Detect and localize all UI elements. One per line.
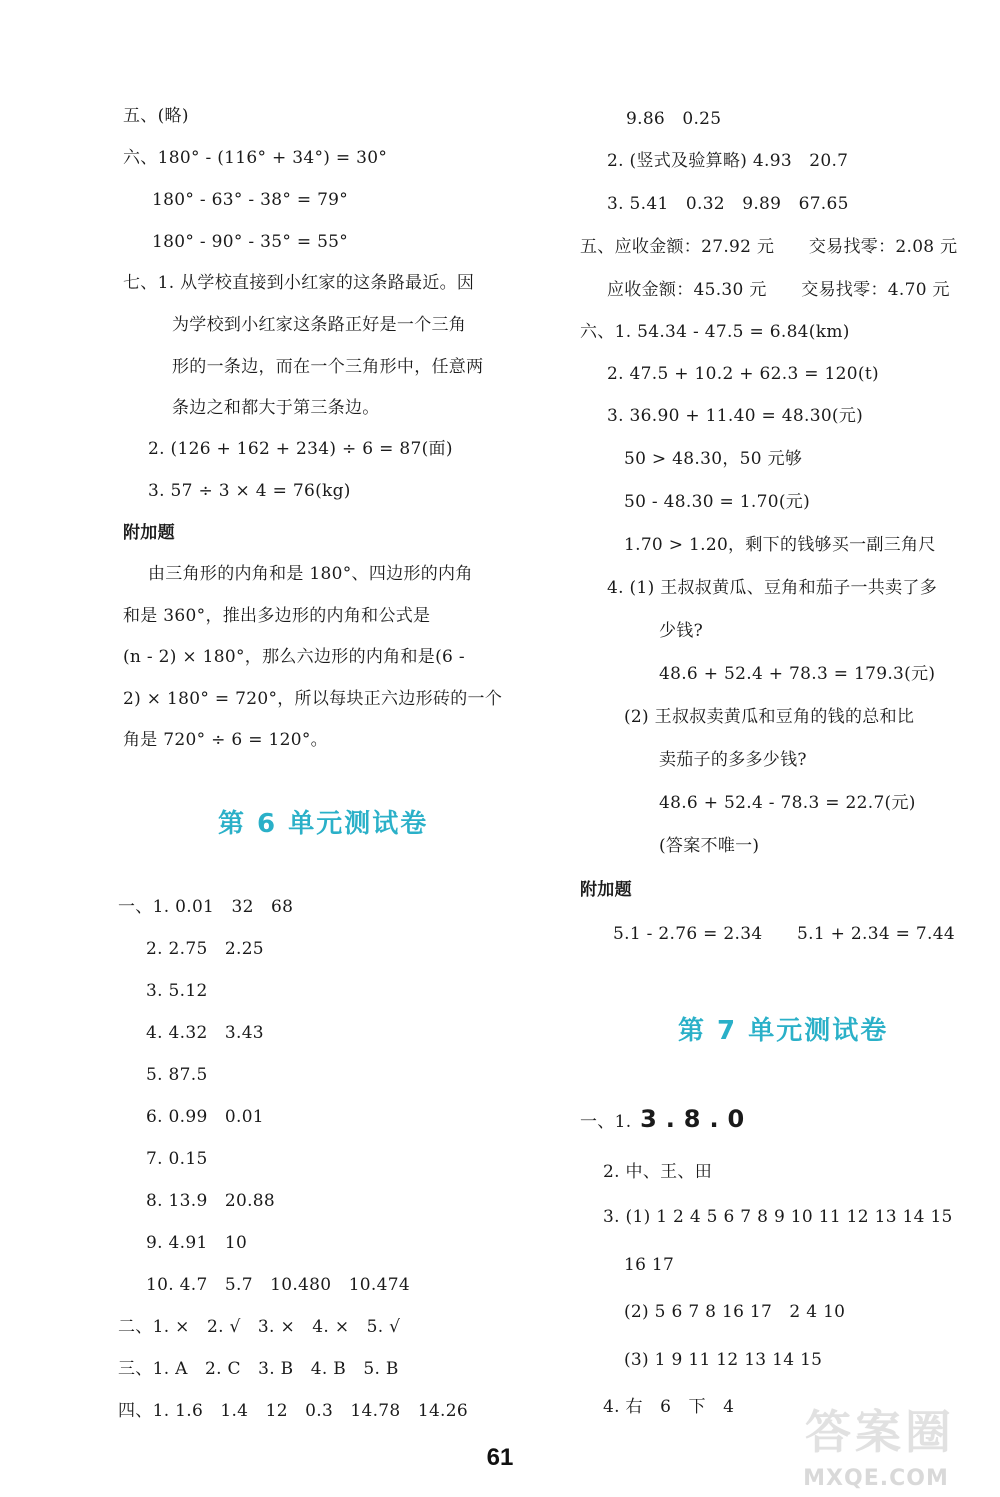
answer-line: 48.6 + 52.4 + 78.3 = 179.3(元) <box>659 664 936 684</box>
answer-line: 由三角形的内角和是 180°、四边形的内角 <box>148 564 473 584</box>
answer-line: 角是 720° ÷ 6 = 120°。 <box>123 730 328 750</box>
answer-line: 附加题 <box>123 523 175 543</box>
answer-line: 少钱? <box>659 621 704 641</box>
answer-line: 3. 5.12 <box>146 981 208 1001</box>
answer-line: 3. (1) 1 2 4 5 6 7 8 9 10 11 12 13 14 15 <box>603 1207 953 1227</box>
answer-line: 16 17 <box>624 1255 675 1275</box>
answer-line: (2) 王叔叔卖黄瓜和豆角的钱的总和比 <box>624 707 915 727</box>
watermark-main: 答案圈 <box>805 1405 955 1459</box>
answer-line: 七、1. 从学校直接到小红家的这条路最近。因 <box>123 273 475 293</box>
answer-line: 二、1. × 2. √ 3. × 4. × 5. √ <box>118 1317 401 1337</box>
answer-digits: 3 . 8 . 0 <box>631 1105 745 1133</box>
answer-line: 五、(略) <box>123 106 189 126</box>
answer-line: 2. (竖式及验算略) 4.93 20.7 <box>607 151 849 171</box>
answer-line: 3. 5.41 0.32 9.89 67.65 <box>607 194 849 214</box>
answer-line: 和是 360°，推出多边形的内角和公式是 <box>123 606 431 626</box>
answer-line: 形的一条边，而在一个三角形中，任意两 <box>172 357 484 377</box>
answer-line: 4. 右 6 下 4 <box>603 1397 735 1417</box>
answer-line: 卖茄子的多多少钱? <box>659 750 807 770</box>
answer-line: 4. (1) 王叔叔黄瓜、豆角和茄子一共卖了多 <box>607 578 938 598</box>
answer-line: 8. 13.9 20.88 <box>146 1191 276 1211</box>
answer-line <box>580 1105 745 1133</box>
answer-line: 50 - 48.30 = 1.70(元) <box>624 492 811 512</box>
page-number: 61 <box>486 1444 514 1471</box>
answer-line: 7. 0.15 <box>146 1149 208 1169</box>
answer-line: 4. 4.32 3.43 <box>146 1023 264 1043</box>
answer-line: (n - 2) × 180°，那么六边形的内角和是(6 - <box>123 647 465 667</box>
answer-line: 四、1. 1.6 1.4 12 0.3 14.78 14.26 <box>118 1401 468 1421</box>
answer-line: 五、应收金额：27.92 元 交易找零：2.08 元 <box>580 237 958 257</box>
answer-line: (2) 5 6 7 8 16 17 2 4 10 <box>624 1302 846 1322</box>
watermark-url: MXQE.COM <box>803 1466 949 1491</box>
answer-line: 2. 47.5 + 10.2 + 62.3 = 120(t) <box>607 364 879 384</box>
answer-line: 9. 4.91 10 <box>146 1233 248 1253</box>
answer-line: 1.70 > 1.20，剩下的钱够买一副三角尺 <box>624 535 936 555</box>
answer-line: 6. 0.99 0.01 <box>146 1107 264 1127</box>
answer-line: 10. 4.7 5.7 10.480 10.474 <box>146 1275 410 1295</box>
watermark-logo <box>770 1396 990 1491</box>
answer-line: 六、1. 54.34 - 47.5 = 6.84(km) <box>580 322 850 342</box>
answer-line: 附加题 <box>580 880 632 900</box>
answer-line: (答案不唯一) <box>659 836 760 856</box>
answer-line: 2) × 180° = 720°，所以每块正六边形砖的一个 <box>123 689 503 709</box>
answer-line: 50 > 48.30，50 元够 <box>624 449 803 469</box>
section-title: 第 6 单元测试卷 <box>218 809 429 839</box>
answer-line: 为学校到小红家这条路正好是一个三角 <box>172 315 467 335</box>
answer-line: 3. 57 ÷ 3 × 4 = 76(kg) <box>148 481 351 501</box>
answer-line: 2. 2.75 2.25 <box>146 939 264 959</box>
answer-line: 180° - 90° - 35° = 55° <box>152 232 349 252</box>
answer-line: 5. 87.5 <box>146 1065 208 1085</box>
answer-prefix: 一、1. <box>580 1112 632 1132</box>
answer-line: 三、1. A 2. C 3. B 4. B 5. B <box>118 1359 399 1379</box>
answer-line: 2. (126 + 162 + 234) ÷ 6 = 87(面) <box>148 439 453 459</box>
answer-line: 180° - 63° - 38° = 79° <box>152 190 349 210</box>
section-title: 第 7 单元测试卷 <box>678 1016 889 1046</box>
answer-line: 48.6 + 52.4 - 78.3 = 22.7(元) <box>659 793 916 813</box>
answer-line: 六、180° - (116° + 34°) = 30° <box>123 148 388 168</box>
answer-line: 应收金额：45.30 元 交易找零：4.70 元 <box>607 280 950 300</box>
answer-line: 2. 中、王、田 <box>603 1162 713 1182</box>
answer-line: 一、1. 0.01 32 68 <box>118 897 294 917</box>
answer-line: 3. 36.90 + 11.40 = 48.30(元) <box>607 406 864 426</box>
answer-line: (3) 1 9 11 12 13 14 15 <box>624 1350 823 1370</box>
answer-line: 条边之和都大于第三条边。 <box>172 398 380 418</box>
answer-line: 9.86 0.25 <box>626 109 722 129</box>
answer-line: 5.1 - 2.76 = 2.34 5.1 + 2.34 = 7.44 <box>613 924 955 944</box>
